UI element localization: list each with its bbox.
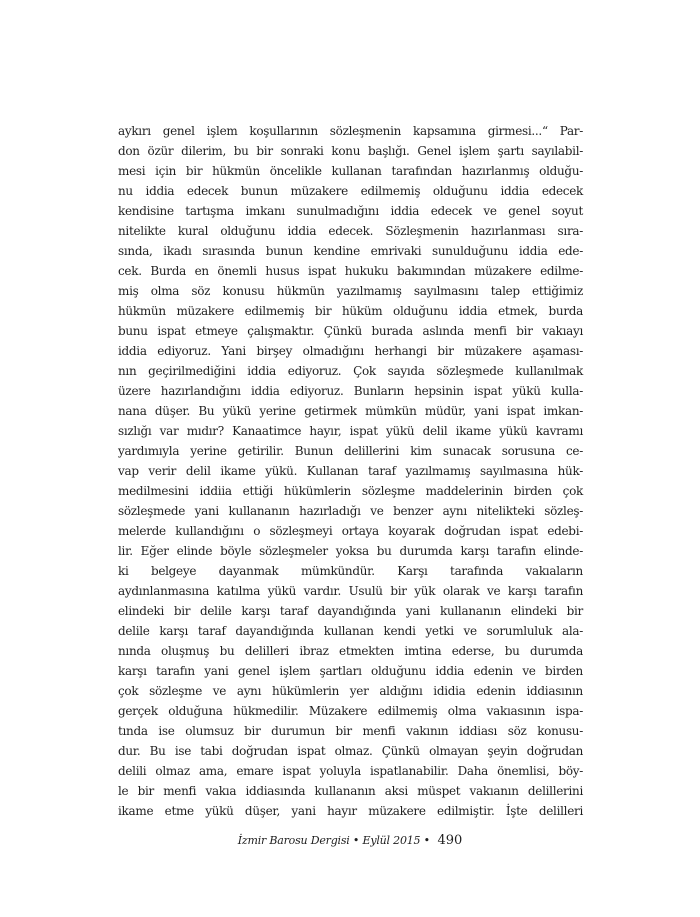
text-line: ikame etme yükü düşer, yani hayır müzakere edilmiştir. İşte delilleri	[118, 804, 583, 818]
text-line: lir. Eğer elinde böyle sözleşmeler yoksa bu durumda karşı tarafın elinde-	[118, 544, 583, 558]
text-line: nu iddia edecek bunun müzakere edilmemiş olduğunu iddia edecek	[118, 184, 583, 198]
text-line: le bir menfi vakıa iddiasında kullananın aksi müspet vakıanın delillerini	[118, 784, 583, 798]
page-footer	[0, 833, 700, 849]
text-line: nında oluşmuş bu delilleri ibraz etmekten imtina ederse, bu durumda	[118, 644, 583, 658]
text-line: kendisine tartışma imkanı sunulmadığını iddia edecek ve genel soyut	[118, 204, 583, 218]
text-line: nana düşer. Bu yükü yerine getirmek mümkün müdür, yani ispat imkan-	[118, 404, 583, 418]
text-line: medilmesini iddiia ettiği hükümlerin sözleşme maddelerinin birden çok	[118, 484, 583, 498]
text-line: sözleşmede yani kullananın hazırladığı ve benzer aynı nitelikteki sözleş-	[118, 504, 583, 518]
page-number: 490	[437, 833, 463, 848]
text-line: üzere hazırlandığını iddia ediyoruz. Bunların hepsinin ispat yükü kulla-	[118, 384, 583, 398]
text-line: gerçek olduğuna hükmedilir. Müzakere edilmemiş olma vakıasının ispa-	[118, 704, 583, 718]
text-line: nitelikte kural olduğunu iddia edecek. Sözleşmenin hazırlanması sıra-	[118, 224, 583, 238]
text-line: cek. Burda en önemli husus ispat hukuku bakımından müzakere edilme-	[118, 264, 583, 278]
text-line: tında ise olumsuz bir durumun bir menfi vakının iddiası söz konusu-	[118, 724, 583, 738]
body-text	[118, 121, 583, 821]
text-line: melerde kullandığını o sözleşmeyi ortaya koyarak doğrudan ispat edebi-	[118, 524, 583, 538]
text-line: karşı tarafın yani genel işlem şartları olduğunu iddia edenin ve birden	[118, 664, 583, 678]
text-line: iddia ediyoruz. Yani birşey olmadığını herhangi bir müzakere aşaması-	[118, 344, 583, 358]
text-line: bunu ispat etmeye çalışmaktır. Çünkü burada aslında menfi bir vakıayı	[118, 324, 583, 338]
text-line: mesi için bir hükmün öncelikle kullanan tarafından hazırlanmış olduğu-	[118, 164, 583, 178]
text-line: ki belgeye dayanmak mümkündür. Karşı tarafında vakıaların	[118, 564, 583, 578]
text-line: delile karşı taraf dayandığında kullanan kendi yetki ve sorumluluk ala-	[118, 624, 583, 638]
text-line: yardımıyla yerine getirilir. Bunun delillerini kim sunacak sorusuna ce-	[118, 444, 583, 458]
text-line: sında, ikadı sırasında bunun kendine emrivaki sunulduğunu iddia ede-	[118, 244, 583, 258]
text-line: hükmün müzakere edilmemiş bir hüküm olduğunu iddia etmek, burda	[118, 304, 583, 318]
text-line: nın geçirilmediğini iddia ediyoruz. Çok sayıda sözleşmede kullanılmak	[118, 364, 583, 378]
text-line: dur. Bu ise tabi doğrudan ispat olmaz. Çünkü olmayan şeyin doğrudan	[118, 744, 583, 758]
text-line: sızlığı var mıdır? Kanaatimce hayır, ispat yükü delil ikame yükü kavramı	[118, 424, 583, 438]
text-line: vap verir delil ikame yükü. Kullanan taraf yazılmamış sayılmasına hük-	[118, 464, 583, 478]
text-line: don özür dilerim, bu bir sonraki konu başlığı. Genel işlem şartı sayılabil-	[118, 144, 583, 158]
text-line: aykırı genel işlem koşullarının sözleşmenin kapsamına girmesi...“ Par-	[118, 124, 583, 138]
text-line: miş olma söz konusu hükmün yazılmamış sayılmasını talep ettiğimiz	[118, 284, 583, 298]
text-line: elindeki bir delile karşı taraf dayandığında yani kullananın elindeki bir	[118, 604, 583, 618]
text-line: aydınlanmasına katılma yükü vardır. Usulü bir yük olarak ve karşı tarafın	[118, 584, 583, 598]
text-line: delili olmaz ama, emare ispat yoluyla ispatlanabilir. Daha önemlisi, böy-	[118, 764, 583, 778]
text-line: çok sözleşme ve aynı hükümlerin yer aldığını ididia edenin iddiasının	[118, 684, 583, 698]
journal-name: İzmir Barosu Dergisi • Eylül 2015 •	[237, 834, 430, 847]
